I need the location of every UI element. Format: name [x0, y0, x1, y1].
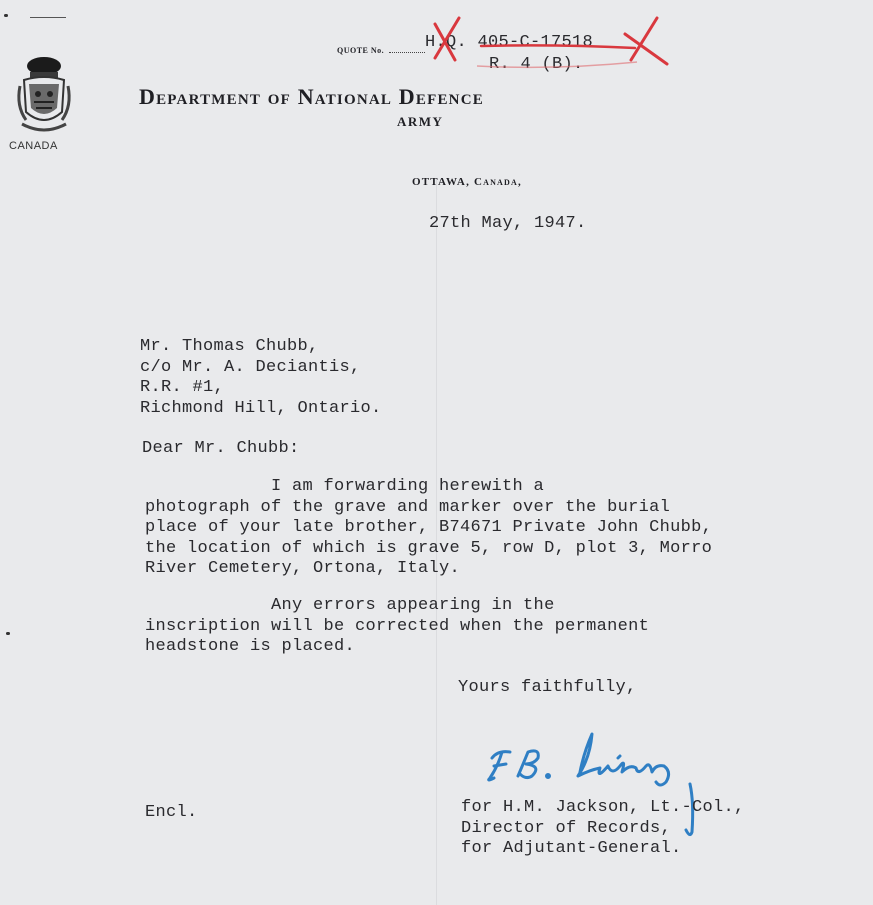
signature-line: for Adjutant-General. [461, 839, 682, 858]
signature-block [461, 798, 745, 860]
quote-number-label: QUOTE No. [337, 46, 385, 55]
quote-reference-line-1: H.Q. 405-C-17518 [425, 33, 594, 52]
red-pencil-strike-icon [425, 14, 675, 74]
paper-mark [4, 14, 8, 17]
address-line: c/o Mr. A. Deciantis, [140, 357, 361, 377]
city-label: OTTAWA, Canada, [412, 176, 522, 188]
address-line: R.R. #1, [140, 378, 225, 397]
paper-mark [6, 632, 10, 635]
body-paragraph-1: I am forwarding herewith a photograph of the grave and marker over the burial place of your late brother, B74671 Private John Chubb, the location of which is grave 5, row D, plot 3, Morro River Cemetery, Ortona, Italy. [145, 477, 713, 578]
signature-line: Director of Records, [461, 818, 672, 838]
recipient-address [140, 337, 382, 419]
army-branch-label: ARMY [397, 114, 444, 129]
paper-mark [30, 17, 66, 18]
quote-reference-line-2: R. 4 (B). [489, 55, 584, 74]
signature-line: for H.M. Jackson, Lt.-Col., [461, 798, 745, 817]
address-line: Richmond Hill, Ontario. [140, 398, 382, 418]
body-paragraph-2: Any errors appearing in the inscription will be corrected when the permanent headstone is placed. [145, 596, 650, 656]
address-line: Mr. Thomas Chubb, [140, 337, 319, 356]
closing: Yours faithfully, [458, 678, 637, 697]
department-title: Department of National Defence [139, 84, 484, 109]
canada-coat-of-arms-icon [12, 50, 76, 140]
quote-dotted-leader [389, 44, 425, 53]
letter-date: 27th May, 1947. [429, 214, 587, 233]
salutation: Dear Mr. Chubb: [142, 439, 300, 458]
country-label: CANADA [9, 140, 58, 152]
enclosure-note: Encl. [145, 803, 198, 822]
